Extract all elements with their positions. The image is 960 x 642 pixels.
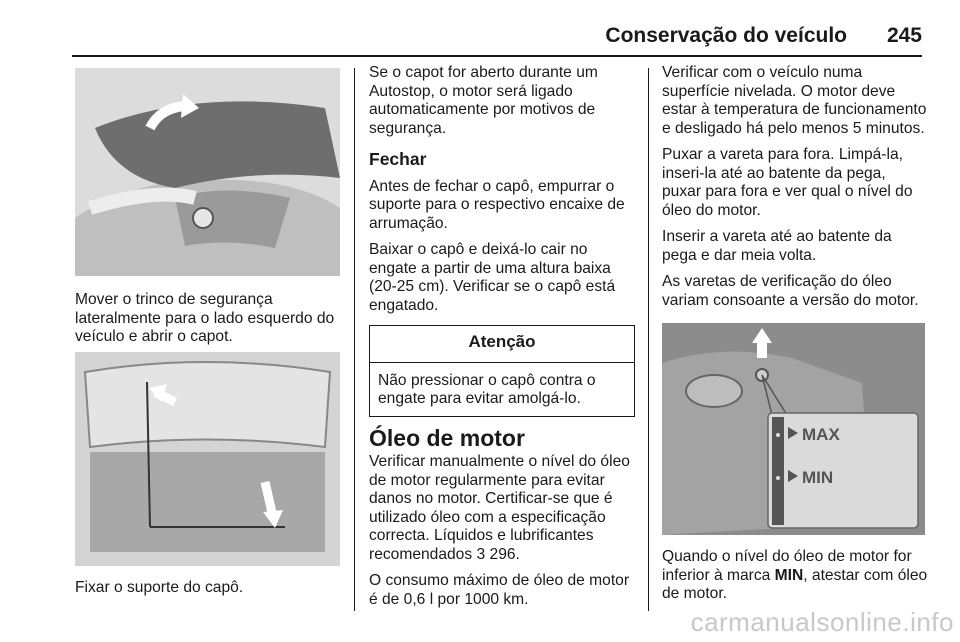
paragraph-level-surface: Verificar com o veículo numa superfície nivelada. O motor deve estar à temperatura de funcionamento e desligado há pelo menos 5 minutos. <box>662 64 927 137</box>
column-3-caption <box>662 548 928 612</box>
paragraph-oil-check <box>369 453 635 564</box>
paragraph-pull-dipstick: Puxar a vareta para fora. Limpá-la, inseri-la até ao batente da pega, puxar para fora e ver qual o nível do óleo do motor. <box>662 146 913 219</box>
page-number: 245 <box>886 24 922 47</box>
top-up-text-post: , atestar com óleo de motor. <box>662 566 928 602</box>
caption-open-hood: Mover o trinco de segurança lateralmente para o lado esquerdo do veículo e abrir o capot. <box>75 291 335 345</box>
warning-text: Não pressionar o capô contra o engate para evitar amolgá-lo. <box>378 371 596 407</box>
dipstick-min-label: MIN <box>802 468 834 487</box>
page-title: Conservação do veículo <box>605 24 847 47</box>
paragraph-close-2: Baixar o capô e deixá-lo cair no engate a partir de uma altura baixa (20-25 cm). Verificar se o capô está engatado. <box>369 241 616 314</box>
paragraph-top-up <box>662 548 928 604</box>
top-up-text-pre: Quando o nível do óleo de motor for inferior à marca <box>662 548 912 584</box>
warning-title: Atenção <box>370 326 634 363</box>
hood-support-figure <box>75 352 340 566</box>
paragraph-dipstick-variants: As varetas de verificação do óleo variam consoante a versão do motor. <box>662 273 919 309</box>
paragraph-oil-consumption: O consumo máximo de óleo de motor é de 0,6 l por 1000 km. <box>369 572 630 608</box>
page-header <box>0 24 960 48</box>
warning-box <box>369 325 635 417</box>
column-divider-2 <box>648 68 649 611</box>
page-reference-link[interactable]: 3 296. <box>476 545 520 563</box>
column-1-caption-2 <box>75 579 343 606</box>
top-up-min-mark: MIN <box>774 566 804 584</box>
paragraph-oil-check-text: Verificar manualmente o nível do óleo de motor regularmente para evitar danos no motor. Certificar-se que é utilizado óleo com a especificação correcta. Líquidos e lubrificantes recomendados <box>369 453 630 563</box>
heading-close: Fechar <box>369 149 427 169</box>
watermark: carmanualsonline.info <box>690 607 954 637</box>
heading-engine-oil: Óleo de motor <box>369 424 525 451</box>
dipstick-max-label: MAX <box>802 425 840 444</box>
column-divider-1 <box>354 68 355 611</box>
hood-opening-figure <box>75 68 340 276</box>
caption-fix-support: Fixar o suporte do capô. <box>75 579 244 596</box>
paragraph-insert-dipstick: Inserir a vareta até ao batente da pega e dar meia volta. <box>662 228 892 264</box>
paragraph-close-1: Antes de fechar o capô, empurrar o suporte para o respectivo encaixe de arrumação. <box>369 177 625 232</box>
column-1-caption-1 <box>75 291 343 355</box>
column-3 <box>662 64 928 318</box>
column-2 <box>369 64 635 617</box>
paragraph-autostop: Se o capot for aberto durante um Autostop, o motor será ligado automaticamente por motivos de segurança. <box>369 64 598 137</box>
dipstick-figure <box>662 323 925 535</box>
header-rule <box>72 55 922 57</box>
